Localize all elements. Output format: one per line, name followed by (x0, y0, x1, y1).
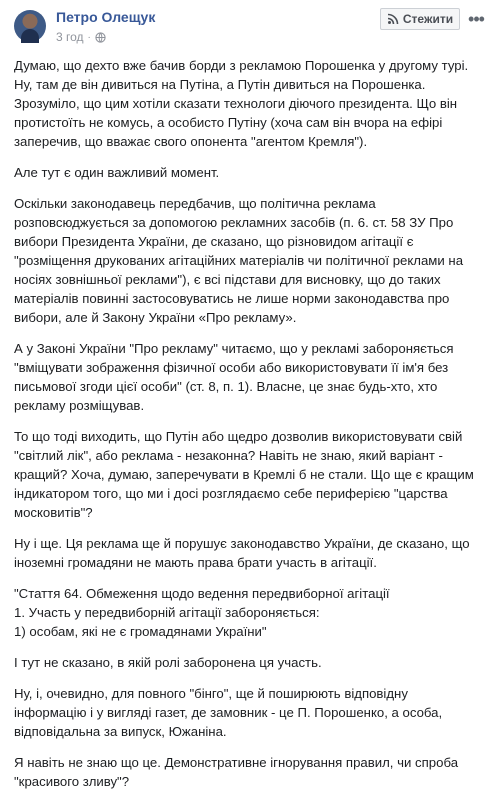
post-paragraph: А у Законі України "Про рекламу" читаємо, що у рекламі забороняється "вміщувати зображення фізичної особи або використовувати її ім'я без письмової згоди цієї особи" (ст. 8, п. 1). Власне, це знає будь-хто, хто рекламу розміщував. (14, 341, 454, 413)
post-paragraph: Але тут є один важливий момент. (14, 165, 220, 180)
post-paragraph: Я навіть не знаю що це. Демонстративне ігнорування правил, чи спроба "красивого зливу"? (14, 755, 459, 789)
meta-separator: · (87, 31, 91, 43)
more-icon[interactable]: ••• (468, 8, 484, 29)
rss-icon (387, 13, 399, 25)
follow-button[interactable] (380, 8, 460, 30)
post-meta (56, 30, 106, 44)
author-name[interactable]: Петро Олещук (56, 9, 156, 25)
post-paragraph: Оскільки законодавець передбачив, що політична реклама розповсюджується за допомогою рекламних засобів (п. 6. ст. 58 ЗУ Про вибори Президента України, де сказано, що різновидом агітації є "розміщення друкованих агітаційних матеріалів чи політичної реклами на носіях зовнішньої реклами"), є всі підстави для висновку, що до таких матеріалів повинні застосовуватись не лише норми законодавства про вибори, але й Закону України «Про рекламу». (14, 196, 464, 325)
post-paragraph: То що тоді виходить, що Путін або щедро дозволив використовувати свій "світлий лік", або реклама - незаконна? Навіть не знаю, який варіант - кращий? Хоча, думаю, заперечувати в Кремлі б не стали. Що ще є кращим індикатором того, що ми і досі розглядаємо себе периферією "царства московитів"? (14, 429, 474, 520)
post-paragraph: Думаю, що дехто вже бачив борди з рекламою Порошенка у другому турі. Ну, там де він дивиться на Путіна, а Путін дивиться на Порошенка. Зрозуміло, що цим хотіли сказати технологи діючого президента. Що він протистоїть не комусь, а особисто Путіну (хоча сам він вчора на ефірі заперечив, що вважає свого опонента "агентом Кремля"). (14, 58, 469, 149)
post-paragraph: Ну, і, очевидно, для повного "бінго", ще й поширюють відповідну інформацію і у вигляді газет, де замовник - це П. Порошенко, а особа, відповідальна за випуск, Южаніна. (14, 686, 443, 739)
post-text (14, 56, 484, 803)
post-time[interactable]: 3 год (56, 30, 84, 44)
globe-icon (95, 32, 106, 43)
post-header (0, 0, 492, 48)
follow-label: Стежити (402, 12, 454, 26)
post-paragraph: Ну і ще. Ця реклама ще й порушує законодавство України, де сказано, що іноземні громадяни не мають права брати участь в агітації. (14, 536, 470, 570)
post-paragraph: І тут не сказано, в якій ролі заборонена ця участь. (14, 655, 322, 670)
post-paragraph: "Стаття 64. Обмеження щодо ведення передвиборної агітації 1. Участь у передвиборній агітації забороняється: 1) особам, які не є громадянами України" (14, 586, 390, 639)
avatar[interactable] (14, 10, 46, 42)
